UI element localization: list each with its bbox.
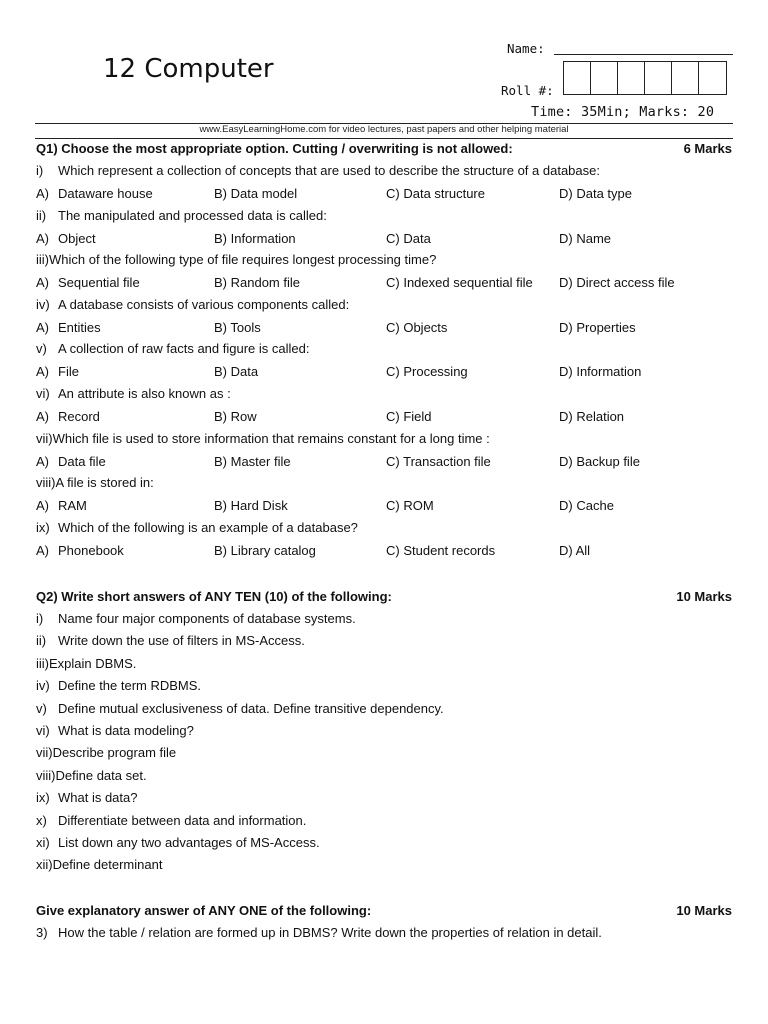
option-letter: A) xyxy=(36,453,49,469)
option-text: All xyxy=(575,542,591,558)
option-letter: B) xyxy=(214,409,231,424)
question-text: Which of the following is an example of a database? xyxy=(58,519,358,535)
question-number: i) xyxy=(36,163,44,178)
item-text: How the table / relation are formed up in DBMS? Write down the properties of relation in detail. xyxy=(58,925,602,940)
item-text: Define the term RDBMS. xyxy=(58,678,202,694)
option-text: Data type xyxy=(576,186,632,201)
option-b xyxy=(214,186,297,201)
item-text: Define mutual exclusiveness of data. Define transitive dependency. xyxy=(58,700,444,716)
option-c xyxy=(386,320,447,335)
item-text: Explain DBMS. xyxy=(49,655,137,671)
option-b xyxy=(214,275,300,290)
option-text: Entities xyxy=(58,319,101,335)
name-label: Name: xyxy=(507,41,545,56)
option-letter: B) xyxy=(214,230,231,246)
roll-box xyxy=(618,62,645,94)
list-item xyxy=(36,768,147,783)
item-number: xii) xyxy=(36,857,53,873)
q3-heading: Give explanatory answer of ANY ONE of the following: xyxy=(36,903,372,918)
item-number: vi) xyxy=(36,723,50,738)
item-text: What is data modeling? xyxy=(58,723,194,738)
item-number: ix) xyxy=(36,790,50,806)
option-c xyxy=(386,186,485,201)
option-a xyxy=(36,364,79,379)
list-item xyxy=(36,790,138,805)
option-d xyxy=(559,320,636,335)
question-text: An attribute is also known as : xyxy=(58,386,231,401)
list-item xyxy=(36,633,305,648)
option-text: Information xyxy=(576,364,642,380)
option-text: Sequential file xyxy=(58,275,140,291)
option-letter: A) xyxy=(36,230,49,246)
option-a xyxy=(36,275,140,290)
option-a xyxy=(36,320,101,335)
option-c xyxy=(386,498,434,513)
question-number: viii) xyxy=(36,475,56,491)
option-b xyxy=(214,320,261,335)
option-letter: D) xyxy=(559,542,576,558)
option-letter: D) xyxy=(559,364,577,380)
option-text: Record xyxy=(58,409,100,424)
question-line xyxy=(36,386,231,401)
option-letter: C) xyxy=(386,453,404,469)
option-letter: C) xyxy=(386,319,404,335)
question-text: The manipulated and processed data is called: xyxy=(58,207,327,223)
option-text: Properties xyxy=(576,319,636,335)
option-text: Data file xyxy=(58,453,106,469)
option-text: Indexed sequential file xyxy=(403,275,533,291)
question-number: vii) xyxy=(36,430,53,446)
option-b xyxy=(214,498,288,513)
list-item xyxy=(36,723,194,738)
list-item xyxy=(36,611,356,626)
item-text: Write down the use of filters in MS-Access. xyxy=(58,633,305,649)
question-number: vi) xyxy=(36,386,50,401)
option-d xyxy=(559,364,641,379)
option-letter: C) xyxy=(386,186,404,201)
option-text: Cache xyxy=(576,498,614,514)
roll-box xyxy=(672,62,699,94)
option-letter: A) xyxy=(36,542,49,558)
option-letter: D) xyxy=(559,409,577,424)
option-letter: C) xyxy=(386,498,404,514)
option-letter: B) xyxy=(214,275,231,291)
question-text: Which represent a collection of concepts that are used to describe the structure of a database: xyxy=(58,163,600,178)
option-text: ROM xyxy=(403,498,434,514)
item-number: v) xyxy=(36,700,47,716)
option-text: Field xyxy=(403,409,432,424)
option-a xyxy=(36,543,124,558)
question-line xyxy=(36,163,600,178)
item-text: Define data set. xyxy=(55,767,147,783)
option-d xyxy=(559,186,632,201)
option-a xyxy=(36,498,87,513)
option-c xyxy=(386,275,533,290)
option-c xyxy=(386,231,431,246)
option-letter: A) xyxy=(36,409,49,424)
q2-marks: 10 Marks xyxy=(676,589,732,604)
question-line xyxy=(36,341,309,356)
option-text: Data xyxy=(403,230,431,246)
roll-number-boxes xyxy=(563,61,727,95)
question-text: A file is stored in: xyxy=(55,475,154,491)
question-line xyxy=(36,208,327,223)
option-letter: C) xyxy=(386,275,404,291)
item-number: iii) xyxy=(36,655,49,671)
option-text: Direct access file xyxy=(576,275,675,291)
option-b xyxy=(214,454,291,469)
option-text: Random file xyxy=(230,275,300,291)
option-a xyxy=(36,231,96,246)
website-note: www.EasyLearningHome.com for video lectures, past papers and other helping material xyxy=(199,124,569,135)
question-line xyxy=(36,297,349,312)
option-text: Data structure xyxy=(403,186,485,201)
option-text: Backup file xyxy=(576,453,640,469)
option-letter: A) xyxy=(36,364,49,380)
item-number: i) xyxy=(36,611,44,626)
list-item xyxy=(36,701,444,716)
option-letter: B) xyxy=(214,542,231,558)
option-letter: C) xyxy=(386,409,404,424)
roll-label: Roll #: xyxy=(501,83,554,98)
question-text: Which of the following type of file requires longest processing time? xyxy=(49,252,437,268)
option-b xyxy=(214,364,258,379)
roll-box xyxy=(591,62,618,94)
list-item xyxy=(36,835,320,850)
option-letter: B) xyxy=(214,319,231,335)
option-d xyxy=(559,454,640,469)
option-letter: B) xyxy=(214,453,231,469)
option-letter: D) xyxy=(559,230,577,246)
item-number: 3) xyxy=(36,925,48,940)
option-text: Phonebook xyxy=(58,542,124,558)
option-a xyxy=(36,186,153,201)
item-number: xi) xyxy=(36,835,50,850)
option-text: Tools xyxy=(230,319,261,335)
option-text: Object xyxy=(58,230,96,246)
option-text: RAM xyxy=(58,498,87,514)
question-line xyxy=(36,252,436,267)
q2-heading: Q2) Write short answers of ANY TEN (10) of the following: xyxy=(36,589,392,604)
option-letter: A) xyxy=(36,275,49,291)
list-item xyxy=(36,745,176,760)
list-item xyxy=(36,656,136,671)
option-text: Data xyxy=(230,364,259,380)
option-c xyxy=(386,543,495,558)
list-item xyxy=(36,857,162,872)
option-a xyxy=(36,454,106,469)
option-text: Row xyxy=(230,409,257,424)
question-text: Which file is used to store information that remains constant for a long time : xyxy=(52,430,490,446)
option-letter: D) xyxy=(559,498,577,514)
q1-marks: 6 Marks xyxy=(683,141,732,156)
option-letter: B) xyxy=(214,186,231,201)
divider-bottom xyxy=(35,138,733,139)
question-line xyxy=(36,520,358,535)
question-text: A collection of raw facts and figure is called: xyxy=(58,341,310,357)
list-item xyxy=(36,925,602,940)
item-number: iv) xyxy=(36,678,50,694)
option-text: Processing xyxy=(403,364,468,380)
item-text: List down any two advantages of MS-Access. xyxy=(58,835,320,850)
item-text: Differentiate between data and information. xyxy=(58,812,307,828)
option-letter: C) xyxy=(386,364,404,380)
option-text: File xyxy=(58,364,79,380)
option-text: Data model xyxy=(230,186,298,201)
item-number: ii) xyxy=(36,633,47,649)
option-b xyxy=(214,231,296,246)
option-text: Relation xyxy=(576,409,625,424)
option-text: Master file xyxy=(230,453,291,469)
option-b xyxy=(214,543,316,558)
option-letter: B) xyxy=(214,364,231,380)
item-text: Name four major components of database systems. xyxy=(58,611,356,626)
option-d xyxy=(559,275,675,290)
roll-box xyxy=(699,62,726,94)
question-line xyxy=(36,475,154,490)
option-d xyxy=(559,498,614,513)
option-d xyxy=(559,409,624,424)
option-b xyxy=(214,409,257,424)
question-number: iii) xyxy=(36,252,49,268)
page-title: 12 Computer xyxy=(103,54,274,84)
q3-marks: 10 Marks xyxy=(676,903,732,918)
option-letter: D) xyxy=(559,319,577,335)
option-text: Student records xyxy=(403,542,496,558)
option-a xyxy=(36,409,100,424)
option-text: Information xyxy=(230,230,296,246)
time-marks: Time: 35Min; Marks: 20 xyxy=(531,104,715,120)
item-number: vii) xyxy=(36,745,53,761)
option-c xyxy=(386,409,432,424)
option-d xyxy=(559,231,611,246)
name-field-line xyxy=(554,54,733,55)
option-d xyxy=(559,543,590,558)
option-text: Hard Disk xyxy=(230,498,288,514)
option-letter: A) xyxy=(36,319,49,335)
question-line xyxy=(36,431,490,446)
item-text: Define determinant xyxy=(52,857,163,873)
option-letter: D) xyxy=(559,275,577,291)
option-letter: C) xyxy=(386,230,404,246)
option-letter: A) xyxy=(36,186,49,201)
roll-box xyxy=(564,62,591,94)
roll-box xyxy=(645,62,672,94)
option-text: Objects xyxy=(403,319,448,335)
item-text: What is data? xyxy=(58,790,138,806)
question-text: A database consists of various components called: xyxy=(58,296,350,312)
q1-heading: Q1) Choose the most appropriate option. Cutting / overwriting is not allowed: xyxy=(36,141,513,156)
option-letter: D) xyxy=(559,453,577,469)
question-number: ii) xyxy=(36,207,47,223)
option-letter: C) xyxy=(386,542,404,558)
list-item xyxy=(36,678,201,693)
question-number: v) xyxy=(36,341,47,357)
option-letter: D) xyxy=(559,186,577,201)
item-number: x) xyxy=(36,812,47,828)
option-text: Library catalog xyxy=(230,542,316,558)
option-c xyxy=(386,454,491,469)
option-letter: B) xyxy=(214,498,231,514)
item-number: viii) xyxy=(36,767,56,783)
option-text: Name xyxy=(576,230,612,246)
option-text: Transaction file xyxy=(403,453,491,469)
question-number: iv) xyxy=(36,296,50,312)
list-item xyxy=(36,813,306,828)
item-text: Describe program file xyxy=(52,745,177,761)
question-number: ix) xyxy=(36,519,50,535)
option-letter: A) xyxy=(36,498,49,514)
option-text: Dataware house xyxy=(58,186,153,201)
option-c xyxy=(386,364,468,379)
